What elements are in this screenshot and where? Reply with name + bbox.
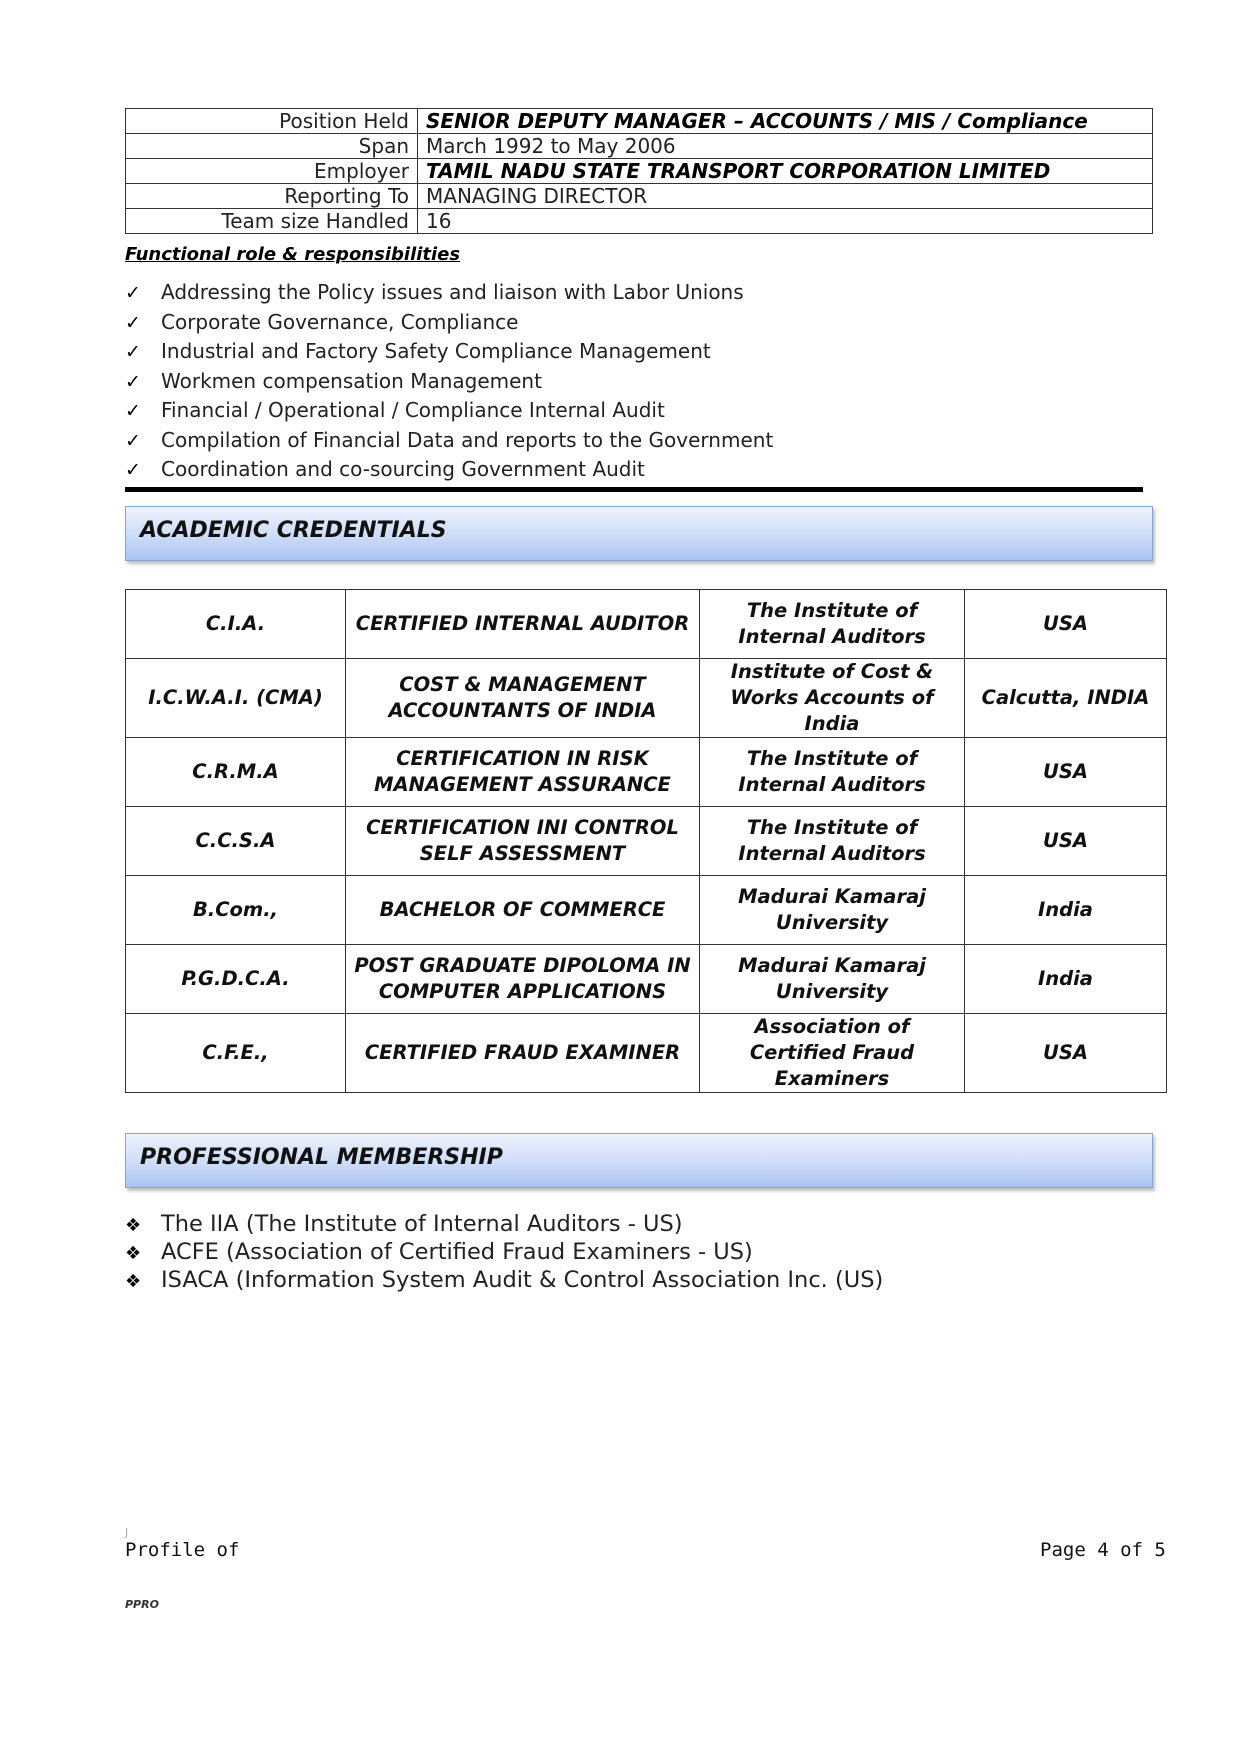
check-icon: ✓ [125, 459, 141, 481]
list-item [125, 1238, 883, 1266]
credential-institute: Madurai Kamaraj University [700, 945, 965, 1014]
check-icon: ✓ [125, 370, 141, 393]
reporting-to-value: MANAGING DIRECTOR [418, 184, 1153, 209]
credential-title: BACHELOR OF COMMERCE [346, 876, 700, 945]
credential-country: India [965, 945, 1167, 1014]
footer-mark: J [125, 1526, 129, 1539]
professional-membership-heading: PROFESSIONAL MEMBERSHIP [125, 1133, 1153, 1188]
functional-role-title: Functional role & responsibilities [125, 244, 461, 265]
employer-value: TAMIL NADU STATE TRANSPORT CORPORATION LIMITED [418, 159, 1153, 184]
credential-abbr: P.G.D.C.A. [126, 945, 346, 1014]
list-item [125, 337, 773, 367]
check-icon: ✓ [125, 282, 141, 304]
credential-title: CERTIFICATION INI CONTROL SELF ASSESSMENT [346, 807, 700, 876]
credential-abbr: C.R.M.A [126, 738, 346, 807]
section-divider [125, 487, 1143, 492]
list-item-text: Corporate Governance, Compliance [161, 309, 519, 334]
check-icon: ✓ [125, 311, 141, 334]
employer-label: Employer [126, 159, 418, 184]
check-icon: ✓ [125, 341, 141, 363]
list-item-text: Financial / Operational / Compliance Internal Audit [161, 398, 665, 422]
check-icon: ✓ [125, 429, 141, 452]
credential-abbr: B.Com., [126, 876, 346, 945]
table-row [126, 109, 1153, 134]
credential-abbr: C.I.A. [126, 590, 346, 659]
credential-title: CERTIFICATION IN RISK MANAGEMENT ASSURANCE [346, 738, 700, 807]
table-row [126, 134, 1153, 159]
reporting-to-label: Reporting To [126, 184, 418, 209]
table-row [126, 876, 1167, 945]
list-item-text: Compilation of Financial Data and reports to the Government [161, 427, 774, 452]
diamond-bullet-icon: ❖ [125, 1215, 142, 1236]
membership-list [125, 1210, 883, 1294]
credential-institute: The Institute of Internal Auditors [700, 738, 965, 807]
team-size-value: 16 [418, 209, 1153, 234]
credential-title: COST & MANAGEMENT ACCOUNTANTS OF INDIA [346, 659, 700, 738]
list-item [125, 308, 773, 338]
list-item [125, 1210, 883, 1238]
responsibilities-list [125, 278, 773, 485]
table-row [126, 159, 1153, 184]
team-size-label: Team size Handled [126, 209, 418, 234]
credential-institute: Institute of Cost & Works Accounts of India [700, 659, 965, 738]
table-row [126, 209, 1153, 234]
table-row [126, 1014, 1167, 1093]
credential-country: India [965, 876, 1167, 945]
list-item-text: The IIA (The Institute of Internal Auditors - US) [161, 1211, 683, 1237]
credential-country: USA [965, 738, 1167, 807]
list-item [125, 455, 773, 485]
credential-abbr: I.C.W.A.I. (CMA) [126, 659, 346, 738]
check-icon: ✓ [125, 400, 141, 422]
table-row [126, 659, 1167, 738]
position-held-label: Position Held [126, 109, 418, 134]
footer-code: PPRO [125, 1598, 159, 1611]
table-row [126, 590, 1167, 659]
credential-country: USA [965, 807, 1167, 876]
credential-institute: The Institute of Internal Auditors [700, 807, 965, 876]
position-held-value: SENIOR DEPUTY MANAGER – ACCOUNTS / MIS / Compliance [418, 109, 1153, 134]
list-item-text: ACFE (Association of Certified Fraud Examiners - US) [161, 1239, 753, 1265]
credential-country: USA [965, 590, 1167, 659]
list-item-text: Workmen compensation Management [161, 368, 542, 393]
list-item-text: Coordination and co-sourcing Government Audit [161, 457, 645, 481]
position-table [125, 108, 1153, 234]
table-row [126, 807, 1167, 876]
diamond-bullet-icon: ❖ [125, 1243, 142, 1264]
credential-title: CERTIFIED FRAUD EXAMINER [346, 1014, 700, 1093]
credential-abbr: C.F.E., [126, 1014, 346, 1093]
credential-country: USA [965, 1014, 1167, 1093]
credential-title: CERTIFIED INTERNAL AUDITOR [346, 590, 700, 659]
span-value: March 1992 to May 2006 [418, 134, 1153, 159]
credential-institute: Madurai Kamaraj University [700, 876, 965, 945]
page-number: Page 4 of 5 [1040, 1539, 1166, 1561]
list-item-text: ISACA (Information System Audit & Control Association Inc. (US) [161, 1267, 884, 1293]
span-label: Span [126, 134, 418, 159]
academic-credentials-table [125, 589, 1167, 1093]
credential-title: POST GRADUATE DIPOLOMA IN COMPUTER APPLICATIONS [346, 945, 700, 1014]
credential-institute: The Institute of Internal Auditors [700, 590, 965, 659]
credential-abbr: C.C.S.A [126, 807, 346, 876]
diamond-bullet-icon: ❖ [125, 1271, 142, 1292]
academic-credentials-heading: ACADEMIC CREDENTIALS [125, 506, 1153, 561]
list-item [125, 1266, 883, 1294]
credential-institute: Association of Certified Fraud Examiners [700, 1014, 965, 1093]
list-item [125, 278, 773, 308]
table-row [126, 945, 1167, 1014]
list-item [125, 367, 773, 397]
list-item-text: Addressing the Policy issues and liaison with Labor Unions [161, 280, 744, 304]
list-item [125, 426, 773, 456]
footer-profile-label: Profile of [125, 1539, 240, 1561]
list-item-text: Industrial and Factory Safety Compliance Management [161, 339, 711, 363]
credential-country: Calcutta, INDIA [965, 659, 1167, 738]
table-row [126, 184, 1153, 209]
table-row [126, 738, 1167, 807]
list-item [125, 396, 773, 426]
